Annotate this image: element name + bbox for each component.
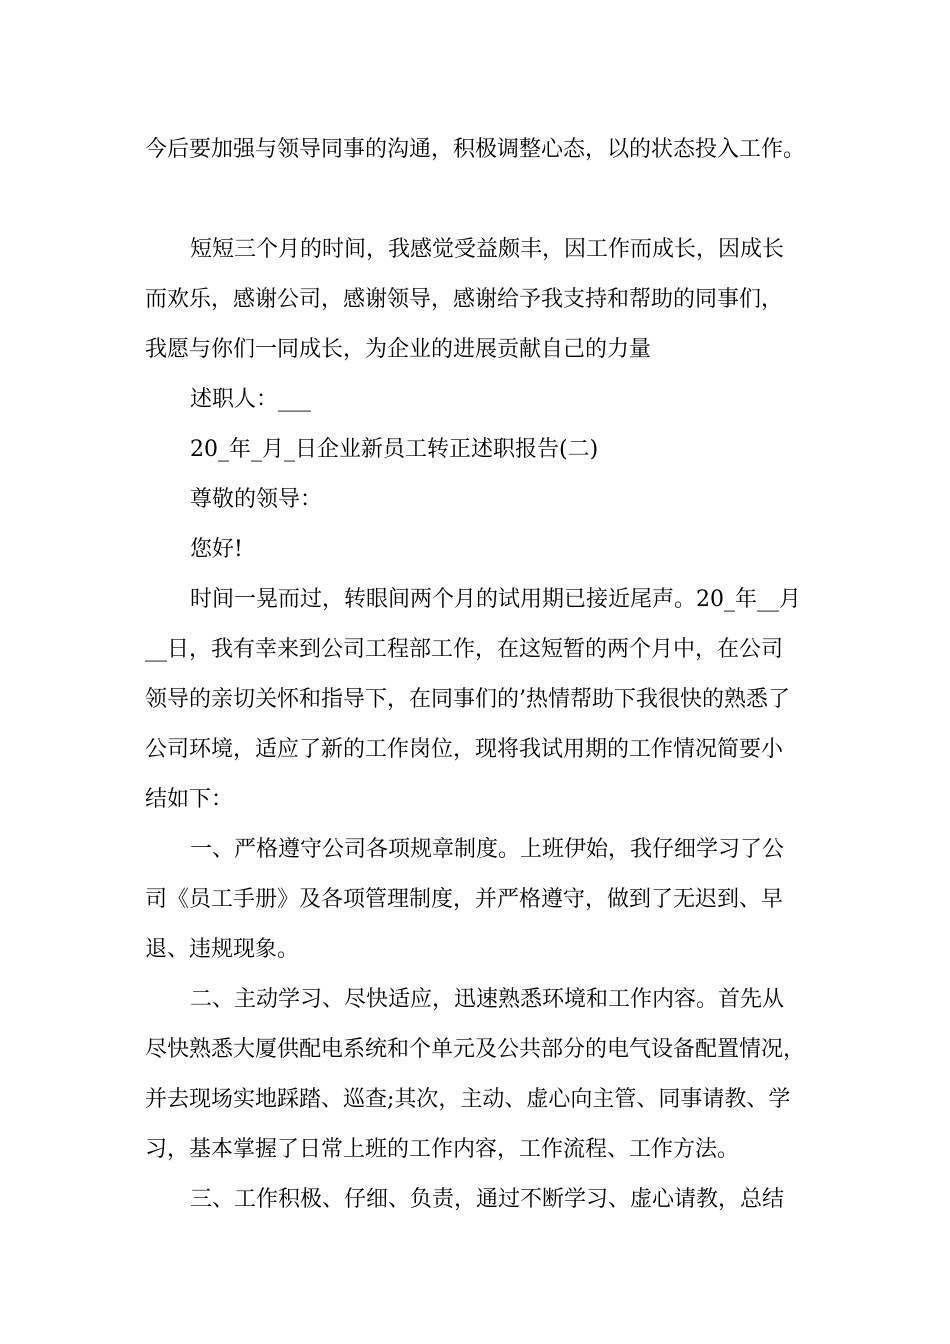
greeting: 您好!: [190, 537, 243, 562]
text-line: 今后要加强与领导同事的沟通，积极调整心态，以的状态投入工作。: [145, 137, 806, 162]
text-line: 公司环境，适应了新的工作岗位，现将我试用期的工作情况简要小: [145, 737, 784, 762]
text-line: 我愿与你们一同成长，为企业的进展贡献自己的力量: [145, 337, 652, 362]
text-line: 结如下：: [145, 787, 234, 812]
text-line: 习，基本掌握了日常上班的工作内容，工作流程、工作方法。: [145, 1137, 740, 1162]
text-line: 二、主动学习、尽快适应，迅速熟悉环境和工作内容。首先从: [190, 987, 785, 1012]
text-line: 并去现场实地踩踏、巡查;其次，主动、虚心向主管、同事请教、学: [145, 1087, 791, 1112]
text-line: 退、违规现象。: [145, 937, 300, 962]
text-line: __日，我有幸来到公司工程部工作，在这短暂的两个月中，在公司: [145, 637, 784, 662]
text-line: 一、严格遵守公司各项规章制度。上班伊始，我仔细学习了公: [190, 837, 785, 862]
text-line: 而欢乐，感谢公司，感谢领导，感谢给予我支持和帮助的同事们，: [145, 287, 784, 312]
text-line: 领导的亲切关怀和指导下，在同事们的’热情帮助下我很快的熟悉了: [145, 687, 790, 712]
text-line: 司《员工手册》及各项管理制度，并严格遵守，做到了无迟到、早: [145, 887, 784, 912]
signature-line: 述职人：___: [190, 387, 312, 412]
text-line: 尽快熟悉大厦供配电系统和个单元及公共部分的电气设备配置情况，: [145, 1037, 806, 1062]
report-title: 20_年_月_日企业新员工转正述职报告(二): [190, 437, 599, 462]
text-line: 短短三个月的时间，我感觉受益颇丰，因工作而成长，因成长: [190, 237, 785, 262]
text-line: 时间一晃而过，转眼间两个月的试用期已接近尾声。20_年__月: [190, 587, 801, 612]
salutation: 尊敬的领导：: [190, 487, 323, 512]
text-line: 三、工作积极、仔细、负责，通过不断学习、虚心请教，总结: [190, 1187, 785, 1212]
